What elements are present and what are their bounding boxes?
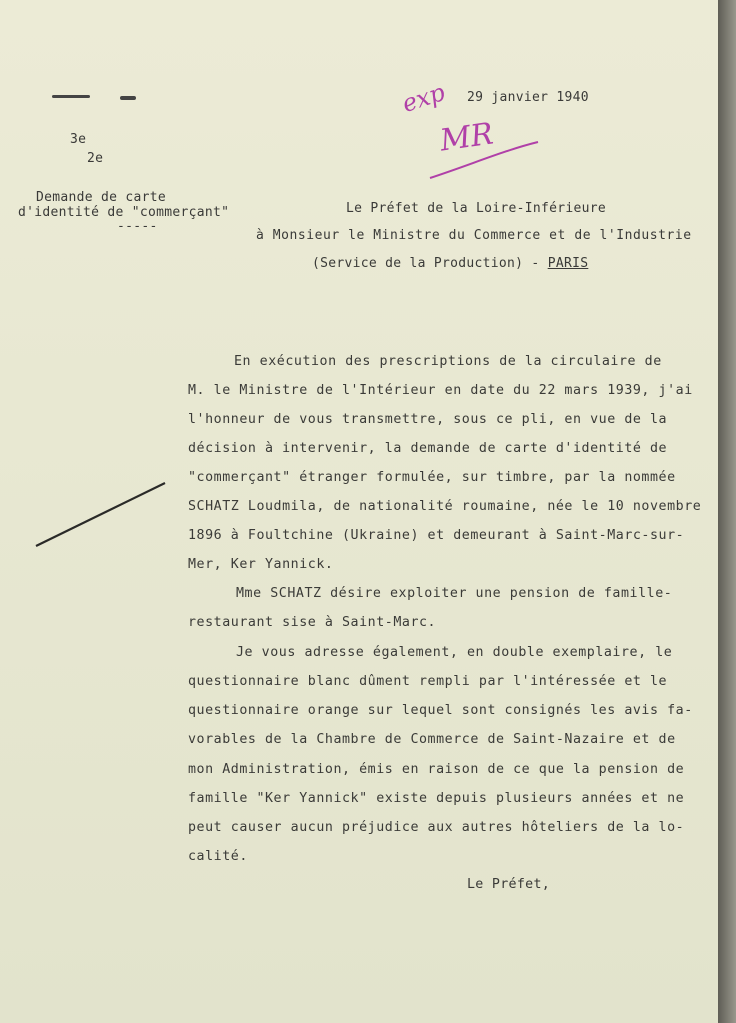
body-line: restaurant sise à Saint-Marc. <box>188 615 437 630</box>
body-line: l'honneur de vous transmettre, sous ce pli, en vue de la <box>188 412 668 427</box>
body-line: En exécution des prescriptions de la circulaire de <box>234 354 662 369</box>
staple-mark-small <box>120 96 136 100</box>
staple-mark <box>52 95 90 98</box>
body-line: peut causer aucun préjudice aux autres hôteliers de la lo- <box>188 820 685 835</box>
body-line: questionnaire orange sur lequel sont consignés les avis fa- <box>188 703 693 718</box>
body-line: mon Administration, émis en raison de ce que la pension de <box>188 762 685 777</box>
reference-2e: 2e <box>87 151 104 166</box>
body-line: Je vous adresse également, en double exemplaire, le <box>236 645 673 660</box>
body-line: Mme SCHATZ désire exploiter une pension de famille- <box>236 586 673 601</box>
subject-rule: ----- <box>117 219 158 234</box>
handwritten-exp: exp <box>398 78 449 118</box>
body-line: décision à intervenir, la demande de carte d'identité de <box>188 441 668 456</box>
body-line: "commerçant" étranger formulée, sur timbre, par la nommée <box>188 470 676 485</box>
page-edge-shadow <box>718 0 736 1023</box>
body-line: Mer, Ker Yannick. <box>188 557 334 572</box>
subject-line-2: d'identité de "commerçant" <box>18 205 230 220</box>
margin-pen-stroke <box>36 483 165 546</box>
body-line: famille "Ker Yannick" existe depuis plusieurs années et ne <box>188 791 685 806</box>
service-line <box>312 256 588 271</box>
body-line: questionnaire blanc dûment rempli par l'intéressée et le <box>188 674 668 689</box>
letter-date: 29 janvier 1940 <box>467 90 589 105</box>
signature-line: Le Préfet, <box>467 877 551 892</box>
reference-3e: 3e <box>70 132 87 147</box>
recipient-line: à Monsieur le Ministre du Commerce et de l'Industrie <box>256 228 692 243</box>
city-paris: PARIS <box>547 256 589 271</box>
body-line: M. le Ministre de l'Intérieur en date du 22 mars 1939, j'ai <box>188 383 693 398</box>
service-text: (Service de la Production) - <box>312 256 548 271</box>
body-line: SCHATZ Loudmila, de nationalité roumaine, née le 10 novembre <box>188 499 702 514</box>
body-line: 1896 à Foultchine (Ukraine) et demeurant à Saint-Marc-sur- <box>188 528 685 543</box>
subject-line-1: Demande de carte <box>36 190 167 205</box>
sender-line: Le Préfet de la Loire-Inférieure <box>346 201 607 216</box>
body-line: vorables de la Chambre de Commerce de Saint-Nazaire et de <box>188 732 676 747</box>
handwritten-initials: MR <box>437 116 496 159</box>
body-line: calité. <box>188 849 248 864</box>
